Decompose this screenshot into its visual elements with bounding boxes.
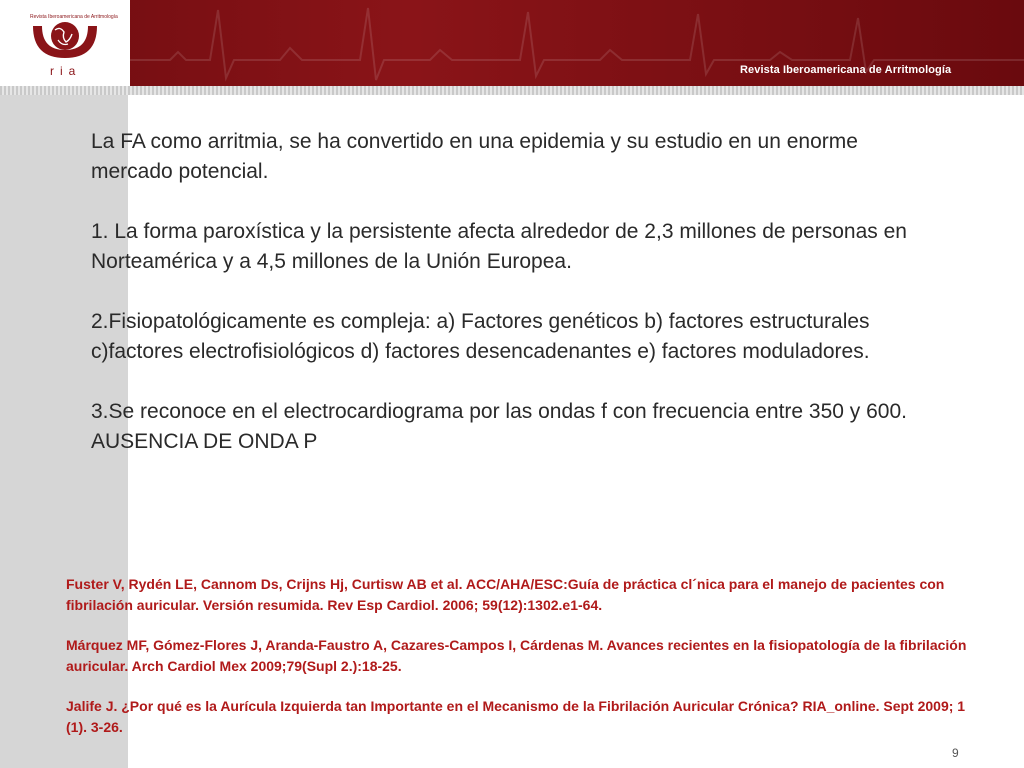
header-banner — [0, 0, 1024, 86]
logo-text: ria — [50, 64, 82, 78]
header-divider — [0, 86, 1024, 95]
slide-body — [91, 127, 931, 487]
journal-name: Revista Iberoamericana de Arritmología — [740, 64, 952, 76]
logo-caption: Revista Iberoamericana de Arritmología — [30, 14, 118, 20]
point-3: 3.Se reconoce en el electrocardiograma por las ondas f con frecuencia entre 350 y 600. AUSENCIA DE ONDA P — [91, 400, 907, 453]
reference-2: Márquez MF, Gómez-Flores J, Aranda-Faustro A, Cazares-Campos I, Cárdenas M. Avances recientes en la fisiopatología de la fibrilación auricular. Arch Cardiol Mex 2009;79(Supl 2.):18-25. — [66, 637, 967, 674]
intro-paragraph: La FA como arritmia, se ha convertido en una epidemia y su estudio en un enorme mercado potencial. — [91, 130, 858, 183]
page-number: 9 — [952, 746, 959, 760]
point-2: 2.Fisiopatológicamente es compleja: a) Factores genéticos b) factores estructurales c)factores electrofisiológicos d) factores desencadenantes e) factores moduladores. — [91, 310, 870, 363]
logo — [0, 0, 130, 86]
reference-1: Fuster V, Rydén LE, Cannom Ds, Crijns Hj, Curtisw AB et al. ACC/AHA/ESC:Guía de práctica cl´nica para el manejo de pacientes con fibrilación auricular. Versión resumida. Rev Esp Cardiol. 2006; 59(12):1302.e1-64. — [66, 576, 945, 613]
references — [66, 574, 976, 757]
reference-3: Jalife J. ¿Por qué es la Aurícula Izquierda tan Importante en el Mecanismo de la Fibrilación Auricular Crónica? RIA_online. Sept 2009; 1 (1). 3-26. — [66, 698, 966, 735]
point-1: 1. La forma paroxística y la persistente afecta alrededor de 2,3 millones de personas en Norteamérica y a 4,5 millones de la Unión Europea. — [91, 220, 907, 273]
